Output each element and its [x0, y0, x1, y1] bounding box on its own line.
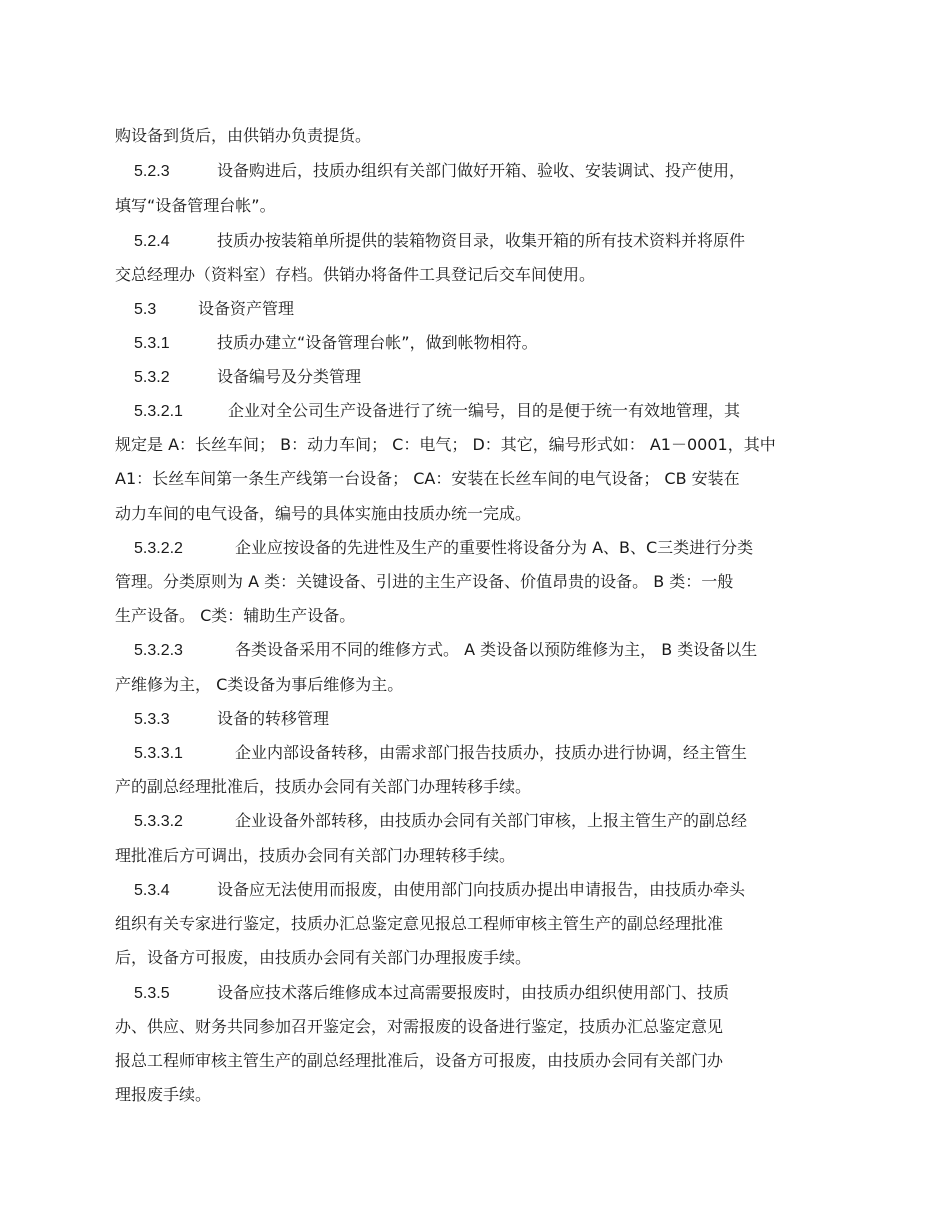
text-line: 组织有关专家进行鉴定，技质办汇总鉴定意见报总工程师审核主管生产的副总经理批准	[115, 914, 724, 933]
section-text: 各类设备采用不同的维修方式。 A 类设备以预防维修为主， B 类设备以生	[235, 640, 758, 659]
section-number: 5.3.5	[134, 985, 170, 1002]
section-text: 技质办按装箱单所提供的装箱物资目录，收集开箱的所有技术资料并将原件	[217, 231, 746, 250]
text-line: 动力车间的电气设备，编号的具体实施由技质办统一完成。	[115, 504, 532, 523]
section-text: 企业对全公司生产设备进行了统一编号，目的是便于统一有效地管理，其	[228, 401, 741, 420]
section-number: 5.3.3.1	[134, 745, 183, 762]
section-number: 5.3.2.2	[134, 540, 183, 557]
text-line: 管理。分类原则为 A 类：关键设备、引进的主生产设备、价值昂贵的设备。 B 类：一般	[115, 572, 734, 591]
section-number: 5.3	[134, 301, 157, 318]
section-text: 设备购进后，技质办组织有关部门做好开箱、验收、安装调试、投产使用，	[217, 161, 746, 180]
section-number: 5.3.3.2	[134, 813, 183, 830]
section-heading: 设备的转移管理	[217, 709, 330, 728]
section-number: 5.3.2.1	[134, 403, 183, 420]
section-text: 设备应无法使用而报废，由使用部门向技质办提出申请报告，由技质办牵头	[217, 880, 746, 899]
section-text: 企业设备外部转移，由技质办会同有关部门审核，上报主管生产的副总经	[235, 811, 748, 830]
text-line: A1：长丝车间第一条生产线第一台设备； CA：安装在长丝车间的电气设备； CB 安装在	[115, 469, 740, 488]
section-number: 5.3.1	[134, 335, 170, 352]
section-number: 5.3.2.3	[134, 642, 183, 659]
section-5-3-3	[134, 709, 329, 729]
text-line: 购设备到货后，由供销办负责提货。	[115, 126, 372, 145]
section-number: 5.2.4	[134, 233, 170, 250]
section-text: 企业内部设备转移，由需求部门报告技质办，技质办进行协调，经主管生	[235, 743, 748, 762]
section-5-3	[134, 299, 294, 319]
text-line: 办、供应、财务共同参加召开鉴定会，对需报废的设备进行鉴定，技质办汇总鉴定意见	[115, 1017, 724, 1036]
text-line: 理报废手续。	[115, 1085, 212, 1104]
section-heading: 设备资产管理	[198, 299, 295, 318]
text-line: 交总经理办（资料室）存档。供销办将备件工具登记后交车间使用。	[115, 265, 596, 284]
section-5-3-1	[134, 333, 538, 353]
section-5-3-2-3	[134, 640, 757, 660]
section-5-2-3	[134, 161, 745, 181]
section-5-3-2-1	[134, 401, 740, 421]
text-line: 后，设备方可报废，由技质办会同有关部门办理报废手续。	[115, 948, 532, 967]
section-heading: 设备编号及分类管理	[217, 367, 362, 386]
section-text: 技质办建立“设备管理台帐”，做到帐物相符。	[217, 333, 538, 352]
section-5-3-2	[134, 367, 361, 387]
text-line: 报总工程师审核主管生产的副总经理批准后，设备方可报废，由技质办会同有关部门办	[115, 1051, 724, 1070]
section-number: 5.3.2	[134, 369, 170, 386]
section-5-3-4	[134, 880, 745, 900]
text-line: 产维修为主， C类设备为事后维修为主。	[115, 675, 404, 694]
text-line: 生产设备。 C类：辅助生产设备。	[115, 606, 356, 625]
text-line: 理批准后方可调出，技质办会同有关部门办理转移手续。	[115, 846, 516, 865]
section-5-3-3-1	[134, 743, 747, 763]
section-number: 5.2.3	[134, 163, 170, 180]
section-number: 5.3.3	[134, 711, 170, 728]
section-5-3-5	[134, 983, 729, 1003]
section-5-2-4	[134, 231, 745, 251]
text-line: 填写“设备管理台帐”。	[115, 196, 276, 215]
section-text: 企业应按设备的先进性及生产的重要性将设备分为 A、B、C三类进行分类	[235, 538, 754, 557]
text-line: 产的副总经理批准后，技质办会同有关部门办理转移手续。	[115, 777, 532, 796]
section-number: 5.3.4	[134, 882, 170, 899]
text-line: 规定是 A：长丝车间； B：动力车间； C：电气； D：其它，编号形式如： A1－0001，其中	[115, 435, 776, 454]
section-text: 设备应技术落后维修成本过高需要报废时，由技质办组织使用部门、技质	[217, 983, 730, 1002]
section-5-3-2-2	[134, 538, 753, 558]
section-5-3-3-2	[134, 811, 747, 831]
